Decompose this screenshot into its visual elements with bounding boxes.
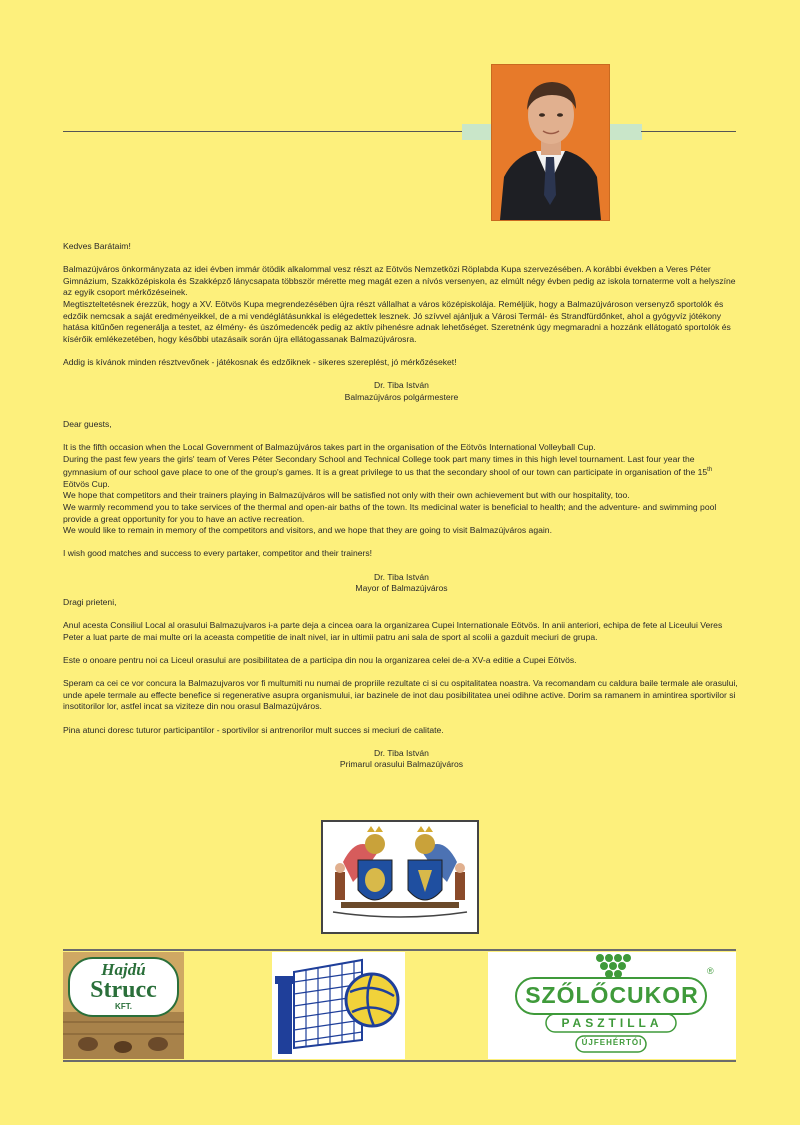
ro-paragraph-1: Anul acesta Consiliul Local al orasului Balmazujvaros i-a parte deja a cincea oara la organizarea Cupei Internationale Eötvös. In anii anteriori, echipa de fete al Liceului Veres Peter a luat parte de mai multe ori la aceasta competitie de inalt nivel, iar in ultimii patru ani sala de sport al scolii a gazduit meciuri de grupa. <box>63 620 723 642</box>
hungarian-letter <box>63 241 740 403</box>
hu-signature-title: Balmazújváros polgármestere <box>344 391 459 402</box>
mayor-portrait <box>491 64 610 221</box>
ro-signature-name: Dr. Tiba István <box>374 747 429 758</box>
en-line-3: We hope that competitors and their trainers playing in Balmazújváros will be satisfied not only with their own achievement but with our hospitality, too. <box>63 490 630 501</box>
hajdu-logo-line-2: Strucc <box>90 977 157 1003</box>
header-accent-left <box>462 124 492 140</box>
en-line-2 <box>63 454 740 491</box>
english-letter <box>63 419 740 595</box>
szolocukor-pasztilla-logo <box>488 952 736 1059</box>
en-greeting: Dear guests, <box>63 419 112 429</box>
registered-mark: ® <box>707 966 714 976</box>
en-line-4: We warmly recommend you to take services of the thermal and open-air baths of the town. Its medicinal water is beneficial to health; and the adventure- and swimming pool provide a great opportunity for you to have an active recreation. <box>63 502 717 524</box>
hajdu-strucc-logo <box>63 952 184 1059</box>
en-line-2-sup: th <box>707 467 713 474</box>
ro-paragraph-3: Speram ca cei ce vor concura la Balmazujvaros vor fi multumiti nu numai de propriile rezultate ci si cu ospitalitatea noastra. Va recomandam cu caldura baile termale ale orasului, unde apele termale au effecte benefice si regenerative asupra organismului, iar bazinele de inot dau posibilitatea unei odihne active. Dorim sa ramanem in amintirea sportivilor si insotitorilor lor, astfel incat sa viziteze din nou orasul Balmazújváros. <box>63 678 738 712</box>
en-line-6: I wish good matches and success to every partaker, competitor and their trainers! <box>63 548 373 559</box>
romanian-letter <box>63 597 740 771</box>
coat-of-arms-illustration <box>323 822 477 932</box>
en-line-1: It is the fifth occasion when the Local Government of Balmazújváros takes part in the organisation of the Eötvös International Volleyball Cup. <box>63 442 596 453</box>
en-signature-title: Mayor of Balmazújváros <box>355 583 448 594</box>
hu-paragraph-3: Addig is kívánok minden résztvevőnek - játékosnak és edzőiknek - sikeres szereplést, jó mérkőzéseket! <box>63 356 457 367</box>
ro-greeting: Dragi prieteni, <box>63 597 117 607</box>
hu-signature-name: Dr. Tiba István <box>374 380 429 391</box>
volleyball-logo <box>272 952 405 1059</box>
ro-signature-title: Primarul orasului Balmazújváros <box>339 759 464 770</box>
en-line-2-text: During the past few years the girls' team of Veres Péter Secondary School and Technical College took part many times in this high level tournament. Last four year the gymnasium of our school gave place to one of the group's games. It is a great privilege to us that the secondary shool of our town can participate in organisation of the 15 <box>63 453 708 478</box>
en-signature-name: Dr. Tiba István <box>374 571 429 582</box>
hu-paragraph-1: Balmazújváros önkormányzata az idei évben immár ötödik alkalommal vesz részt az Eötvös Nemzetközi Röplabda Kupa szervezésében. A korábbi években a Veres Péter Gimnázium, Szakközépiskola és Szakképző lánycsapata többször mérette meg magát ezen a nívós versenyen, az elmúlt négy évben pedig az iskola tornaterme volt a helyszíne az egyik csoport mérkőzéseinek. <box>63 264 736 298</box>
en-line-2-end: Eötvös Cup. <box>63 478 110 489</box>
en-line-5: We would like to remain in memory of the competitors and visitors, and we hope that they are going to visit Balmazújváros again. <box>63 525 552 536</box>
sponsors-bottom-rule <box>63 1060 736 1062</box>
town-coat-of-arms <box>321 820 479 934</box>
hu-paragraph-2: Megtiszteltetésnek érezzük, hogy a XV. Eötvös Kupa megrendezésében újra részt vállalhat a város középiskolája. Reméljük, hogy a Balmazújvároson versenyző sportolók és edzőik nemcsak a saját eredményeikkel, de a mi vendéglátásunkkal is elégedettek lesznek. Jó szívvel ajánljuk a Városi Termál- és Strandfürdőnket, ahol a gyógyvíz jótékony hatása kitűnően regenerálja a testet, az élmény- és úszómedencék pedig az aktív pihenésre adnak lehetőséget. Szeretnénk úgy megmaradni a hozzánk ellátogató sportolók és kísérőik emlékezetében, hogy későbbi utazásaik során újra ellátogassanak Balmazújvárosra. <box>63 298 731 344</box>
hajdu-logo-line-3: KFT. <box>115 1002 132 1011</box>
volleyball-net-illustration <box>272 952 405 1059</box>
hajdu-logo-line-1: Hajdú <box>101 960 146 979</box>
szolocukor-line-1: SZŐLŐCUKOR <box>525 982 699 1008</box>
header-rule-left <box>63 131 463 132</box>
header-rule-right <box>641 131 736 132</box>
ro-paragraph-2: Este o onoare pentru noi ca Liceul orasului are posibilitatea de a participa din nou la organizarea celei de-a XV-a editie a Cupei Eötvös. <box>63 654 577 665</box>
szolocukor-line-3: ÚJFEHÉRTÓI <box>581 1038 643 1047</box>
hu-greeting: Kedves Barátaim! <box>63 241 131 251</box>
ro-paragraph-4: Pina atunci doresc tuturor participantilor - sportivilor si antrenorilor mult succes si meciuri de calitate. <box>63 724 444 735</box>
sponsors-top-rule <box>63 949 736 951</box>
szolocukor-line-2: PASZTILLA <box>561 1016 663 1030</box>
header-accent-right <box>608 124 642 140</box>
portrait-illustration <box>492 65 609 220</box>
